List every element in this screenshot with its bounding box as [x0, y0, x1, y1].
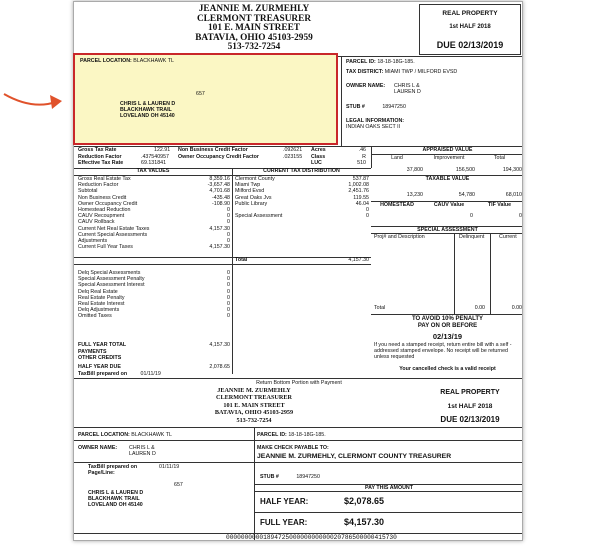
distribution-label: Great Oaks Jvs [235, 194, 272, 201]
treasurer-header [169, 5, 339, 53]
appraised-headers [371, 155, 523, 162]
bottom-treasurer-title: CLERMONT TREASURER [216, 394, 292, 402]
tax-values-list [78, 176, 230, 250]
distribution-row [235, 213, 369, 219]
bottom-taxbill-label-2: Page/Line: [88, 470, 115, 477]
distribution-total-label: Total [235, 257, 248, 263]
acres-label: Acres [311, 147, 326, 153]
tax-district: MIAMI TWP / MILFORD EVSD [384, 69, 458, 75]
distribution-label: Clermont County [235, 176, 275, 182]
scanline: 0000000000189472500000000000020786500000415730 [226, 534, 397, 541]
tax-value-value: 0 [227, 206, 230, 213]
special-title: SPECIAL ASSESSMENT [417, 227, 478, 233]
tax-value-value: -3,657.48 [207, 182, 230, 189]
distribution-list [235, 176, 369, 219]
owner-name-2: LAUREN D [394, 89, 421, 96]
homestead-header: HOMESTEAD [380, 202, 414, 208]
distribution-label: Public Library [235, 200, 268, 207]
appraised-improvement: 156,500 [455, 167, 475, 173]
bottom-owner-name-1: CHRIS L & [129, 445, 155, 451]
distribution-value: 0 [366, 213, 369, 220]
gross-rate-label: Gross Tax Rate [78, 147, 117, 153]
bottom-taxbill-label [88, 464, 137, 476]
taxbill-prepared-date: 01/11/19 [140, 371, 161, 377]
special-header-proj: Proj# and Description [374, 234, 425, 240]
bottom-address2: BATAVIA, OHIO 45103-2959 [214, 409, 294, 417]
bottom-taxbill-date: 01/11/19 [159, 464, 180, 470]
stub-row [346, 104, 406, 110]
luc-value: 510 [357, 160, 366, 166]
homestead-values [371, 213, 523, 220]
class-value: R [362, 153, 366, 160]
delinquent-value: 0 [227, 276, 230, 283]
bottom-mail-name: CHRIS L & LAUREN D [88, 490, 144, 496]
distribution-value: 0 [366, 206, 369, 213]
bottom-owner-name-2: LAUREN D [129, 451, 156, 458]
receipt-note: Your cancelled check is a valid receipt [399, 366, 496, 372]
tax-value-label: Current Net Real Estate Taxes [78, 225, 150, 232]
delinquent-value: 0 [227, 270, 230, 276]
penalty-note: If you need a stamped receipt, return entire bill with a self - addressed stamped envelope. No receipt will be returned unless requested [374, 342, 512, 361]
treasurer-title: CLERMONT TREASURER [196, 13, 312, 24]
tax-value-value: 4,157.30 [209, 244, 230, 251]
cauv-value: 0 [470, 213, 473, 219]
other-credits-label: OTHER CREDITS [78, 355, 122, 361]
mail-name: CHRIS L & LAUREN D [120, 101, 176, 107]
tif-value: 0 [519, 213, 522, 219]
special-total-row [371, 305, 523, 312]
tax-value-label: Subtotal [78, 188, 98, 195]
nonbiz-label: Non Business Credit Factor [178, 147, 248, 153]
treasurer-address1: 101 E. MAIN STREET [208, 23, 300, 34]
tax-value-label: Reduction Factor [78, 182, 119, 189]
tax-value-value: 0 [227, 213, 230, 220]
tax-value-value: -435.48 [212, 194, 230, 201]
appraised-land: 37,800 [406, 167, 423, 173]
legal-label: LEGAL INFORMATION: [346, 118, 405, 124]
treasurer-name: JEANNIE M. ZURMEHLY [198, 4, 310, 14]
special-total-delinquent: 0.00 [474, 305, 485, 311]
luc-label: LUC [311, 160, 322, 166]
bottom-stub: 18947250 [296, 474, 320, 480]
owner-occ-label: Owner Occupancy Credit Factor [178, 153, 259, 160]
tax-value-label: Adjustments [78, 237, 108, 244]
distribution-label: Miami Twp [235, 182, 261, 189]
taxable-land: 13,230 [406, 192, 423, 198]
mail-code: 657 [196, 91, 205, 97]
full-year-amount-label: FULL YEAR: [260, 518, 308, 527]
distribution-title: CURRENT TAX DISTRIBUTION [263, 168, 340, 174]
cauv-header: CAUV Value [433, 202, 465, 208]
half-year-due: 2,078.65 [209, 364, 230, 370]
pay-this-amount-label: PAY THIS AMOUNT [365, 485, 413, 491]
stub-number: 18947250 [382, 104, 406, 110]
appraised-total: 194,300 [502, 167, 522, 173]
delinquent-label: Delq Special Assessments [78, 270, 141, 276]
bottom-stub-row [260, 474, 320, 480]
tax-district-row [346, 69, 457, 75]
parcel-id-label: PARCEL ID: [346, 59, 376, 65]
bottom-mail-street: BLACKHAWK TRAIL [88, 496, 140, 503]
appraised-header-land: Land [391, 155, 403, 161]
tax-value-label: Non Business Credit [78, 194, 127, 201]
bottom-due-label: DUE 02/13/2019 [440, 415, 500, 424]
appraised-header-total: Total [493, 155, 506, 161]
special-header-current: Current [499, 234, 517, 240]
owner-name-values [394, 83, 421, 95]
distribution-value: 46.04 [355, 200, 369, 207]
half-year-due-label: HALF YEAR DUE [78, 364, 121, 370]
parcel-location-label: PARCEL LOCATION: [80, 58, 132, 64]
delinquent-label: Omitted Taxes [78, 313, 112, 320]
effective-rate-label: Effective Tax Rate [78, 160, 124, 166]
payable-to: JEANNIE M. ZURMEHLY, CLERMONT COUNTY TREASURER [257, 453, 452, 460]
appraised-values [371, 167, 523, 174]
delinquent-label: Real Estate Penalty [78, 294, 125, 301]
delinquent-label: Delq Adjustments [78, 307, 120, 314]
bottom-parcel-id-row [257, 432, 326, 438]
tax-values-title: TAX VALUES [136, 168, 170, 174]
special-total-current: 0.00 [511, 305, 522, 311]
reduction-factor-label: Reduction Factor [78, 153, 122, 160]
effective-rate: 69.131841 [141, 160, 167, 166]
bottom-owner-name-values [129, 445, 156, 457]
bottom-parcel-id: 18-18-18G-185. [288, 432, 326, 438]
parcel-location: BLACKHAWK TL [133, 58, 174, 64]
bottom-parcel-location-row [78, 432, 172, 438]
distribution-value: 537.87 [352, 176, 369, 182]
delinquent-value: 0 [227, 282, 230, 289]
acres-value: .46 [358, 147, 366, 153]
tax-value-value: 0 [227, 219, 230, 226]
class-label: Class [311, 153, 326, 160]
property-label: REAL PROPERTY [442, 10, 498, 17]
tax-value-value: 8,359.16 [209, 176, 230, 182]
distribution-label: Special Assessment [235, 213, 283, 220]
distribution-value: 2,451.76 [348, 188, 369, 195]
nonbiz-value: .092621 [283, 147, 303, 153]
delinquent-label: Real Estate Interest [78, 300, 125, 307]
return-note: Return Bottom Portion with Payment [256, 380, 342, 386]
tax-value-row [78, 244, 230, 250]
tax-value-value: 0 [227, 237, 230, 244]
distribution-value: 1,002.08 [348, 182, 369, 189]
delinquent-list [78, 270, 230, 320]
penalty-date: 02/13/19 [432, 332, 463, 341]
reduction-factor: .437540957 [141, 153, 169, 160]
bottom-mail-code: 657 [174, 482, 183, 488]
taxable-values [371, 192, 523, 199]
taxable-improvement: 54,780 [458, 192, 475, 198]
mail-street: BLACKHAWK TRAIL [120, 107, 172, 114]
arrow-icon [2, 84, 68, 118]
bottom-phone: 513-732-7254 [236, 416, 272, 424]
tax-value-value: 4,701.68 [209, 188, 230, 195]
tax-value-value: 0 [227, 231, 230, 238]
mailing-address [120, 101, 175, 120]
distribution-value: 119.55 [353, 194, 369, 201]
appraised-title: APPRAISED VALUE [422, 147, 473, 153]
taxbill-prepared-label: TaxBill prepared on [78, 371, 128, 377]
legal-value: INDIAN OAKS SECT II [346, 124, 401, 131]
homestead-headers [371, 202, 523, 209]
rates-block [78, 147, 368, 167]
legal-info [346, 118, 404, 130]
tif-header: TIF Value [487, 202, 512, 208]
due-label: DUE 02/13/2019 [436, 40, 504, 50]
owner-name-label: OWNER NAME: [346, 83, 386, 89]
full-year-amount: $4,157.30 [344, 517, 385, 527]
mail-city: LOVELAND OH 45140 [120, 113, 175, 120]
gross-rate: 122.91 [154, 147, 171, 153]
payments-label: PAYMENTS [78, 349, 107, 355]
bottom-property-label: REAL PROPERTY [440, 389, 500, 396]
full-year-total-label: FULL YEAR TOTAL [78, 342, 127, 348]
appraised-header-improvement: Improvement [433, 155, 465, 161]
parcel-id-row [346, 59, 415, 65]
tax-district-label: TAX DISTRICT: [346, 69, 384, 75]
penalty-line1: TO AVOID 10% PENALTY [411, 316, 484, 322]
distribution-total: 4,157.30 [348, 257, 369, 263]
owner-occ-value: .023155 [283, 153, 303, 160]
tax-value-label: CAUV Rollback [78, 219, 115, 226]
owner-name-1: CHRIS L & [394, 83, 420, 89]
distribution-label: Milford Evsd [235, 188, 265, 195]
delinquent-label: Special Assessment Interest [78, 282, 145, 289]
bottom-parcel-id-label: PARCEL ID: [257, 432, 287, 438]
bottom-treasurer-name: JEANNIE M. ZURMEHLY [217, 387, 291, 394]
taxable-title: TAXABLE VALUE [425, 176, 470, 182]
treasurer-address2: BATAVIA, OHIO 45103-2959 [195, 32, 313, 43]
bottom-address1: 101 E. MAIN STREET [223, 401, 285, 409]
bottom-mailing-address [88, 490, 143, 509]
delinquent-value: 0 [227, 288, 230, 295]
parcel-id: 18-18-18G-185. [377, 59, 415, 65]
bottom-treasurer-header [174, 387, 334, 424]
delinquent-label: Delq Real Estate [78, 288, 118, 295]
delinquent-value: 0 [227, 307, 230, 314]
tax-value-label: Current Full Year Taxes [78, 244, 133, 251]
delinquent-value: 0 [227, 294, 230, 301]
tax-value-label: CAUV Recoupment [78, 213, 125, 220]
bottom-owner-name-label: OWNER NAME: [78, 445, 118, 451]
delinquent-value: 0 [227, 300, 230, 307]
taxable-total: 68,010 [505, 192, 522, 198]
special-headers [371, 234, 523, 241]
treasurer-phone: 513-732-7254 [227, 42, 281, 53]
parcel-location-highlight [73, 53, 338, 145]
half-label: 1st HALF 2018 [449, 24, 491, 30]
tax-value-value: 4,157.30 [209, 225, 230, 232]
special-total-label: Total [374, 305, 386, 311]
parcel-location-row [80, 58, 174, 64]
bottom-taxbill-label-1: TaxBill prepared on [88, 464, 138, 470]
half-year-amount-label: HALF YEAR: [260, 497, 309, 506]
bottom-mail-city: LOVELAND OH 45140 [88, 502, 143, 509]
delinquent-value: 0 [227, 313, 230, 320]
bottom-stub-label: STUB # [260, 474, 279, 480]
stub-label: STUB # [346, 104, 365, 110]
full-year-total: 4,157.30 [209, 342, 230, 348]
penalty-line2: PAY ON OR BEFORE [417, 323, 478, 329]
tax-value-label: Current Special Assessments [78, 231, 148, 238]
special-header-delinquent: Delinquent [459, 234, 485, 240]
delinquent-label: Special Assessment Penalty [78, 276, 145, 283]
tax-value-label: Homestead Reduction [78, 206, 131, 213]
taxbill-prepared-row [78, 371, 161, 377]
tax-value-label: Owner Occupancy Credit [78, 200, 138, 207]
bottom-parcel-location: BLACKHAWK TL [131, 432, 172, 438]
bottom-parcel-location-label: PARCEL LOCATION: [78, 432, 130, 438]
tax-value-label: Gross Real Estate Tax [78, 176, 131, 182]
tax-value-value: -108.90 [212, 200, 230, 207]
delinquent-row [78, 313, 230, 319]
half-year-amount: $2,078.65 [344, 496, 385, 506]
payable-label: MAKE CHECK PAYABLE TO: [257, 445, 329, 451]
bottom-half-label: 1st HALF 2018 [447, 403, 493, 410]
